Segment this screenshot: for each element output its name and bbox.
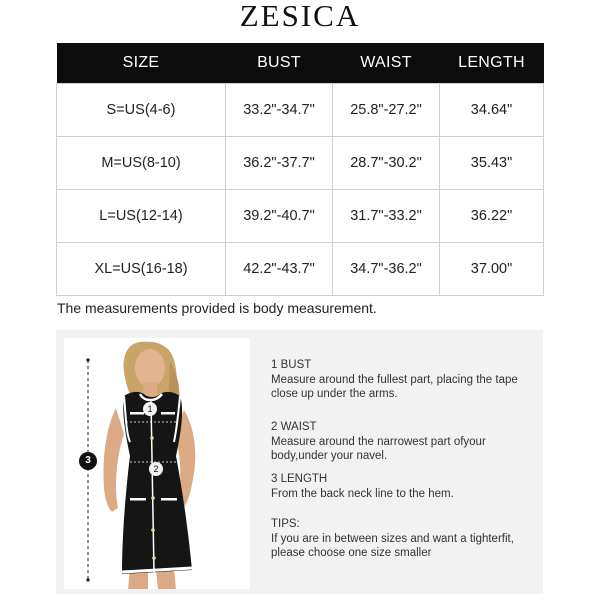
table-row <box>57 242 544 295</box>
bust-cell: 36.2"-37.7" <box>226 136 333 189</box>
header-bust: BUST <box>226 43 333 83</box>
length-cell: 35.43" <box>440 136 544 189</box>
table-row <box>57 83 544 136</box>
instruction-bust <box>271 358 533 402</box>
instruction-description: Measure around the fullest part, placing the tape close up under the arms. <box>271 373 518 400</box>
header-length: LENGTH <box>440 43 544 83</box>
measurement-note: The measurements provided is body measurement. <box>57 300 377 316</box>
instruction-waist <box>271 420 533 464</box>
instruction-length <box>271 472 454 501</box>
instruction-title: 2 WAIST <box>271 421 317 433</box>
bust-marker: 1 <box>143 402 157 416</box>
bust-cell: 33.2"-34.7" <box>226 83 333 136</box>
instruction-title: 3 LENGTH <box>271 473 328 485</box>
measurement-guide-panel <box>56 330 543 594</box>
header-waist: WAIST <box>333 43 440 83</box>
length-cell: 34.64" <box>440 83 544 136</box>
instruction-tips <box>271 517 533 561</box>
size-cell: S=US(4-6) <box>57 83 226 136</box>
size-cell: L=US(12-14) <box>57 189 226 242</box>
waist-marker: 2 <box>149 462 163 476</box>
waist-cell: 25.8"-27.2" <box>333 83 440 136</box>
waist-cell: 28.7"-30.2" <box>333 136 440 189</box>
brand-logo: ZESICA <box>239 0 361 33</box>
instruction-description: From the back neck line to the hem. <box>271 487 454 500</box>
bust-cell: 39.2"-40.7" <box>226 189 333 242</box>
instruction-title: 1 BUST <box>271 359 312 371</box>
instruction-description: Measure around the narrowest part ofyour body,under your navel. <box>271 435 486 462</box>
size-cell: XL=US(16-18) <box>57 242 226 295</box>
bust-cell: 42.2"-43.7" <box>226 242 333 295</box>
instruction-title: TIPS: <box>271 518 300 530</box>
size-chart-table <box>56 43 544 296</box>
waist-cell: 31.7"-33.2" <box>333 189 440 242</box>
length-cell: 36.22" <box>440 189 544 242</box>
table-row <box>57 189 544 242</box>
header-size: SIZE <box>57 43 226 83</box>
instruction-description: If you are in between sizes and want a tighterfit, please choose one size smaller <box>271 532 514 559</box>
size-cell: M=US(8-10) <box>57 136 226 189</box>
length-marker: 3 <box>79 452 97 470</box>
length-cell: 37.00" <box>440 242 544 295</box>
waist-cell: 34.7"-36.2" <box>333 242 440 295</box>
table-row <box>57 136 544 189</box>
table-header-row <box>57 43 544 83</box>
